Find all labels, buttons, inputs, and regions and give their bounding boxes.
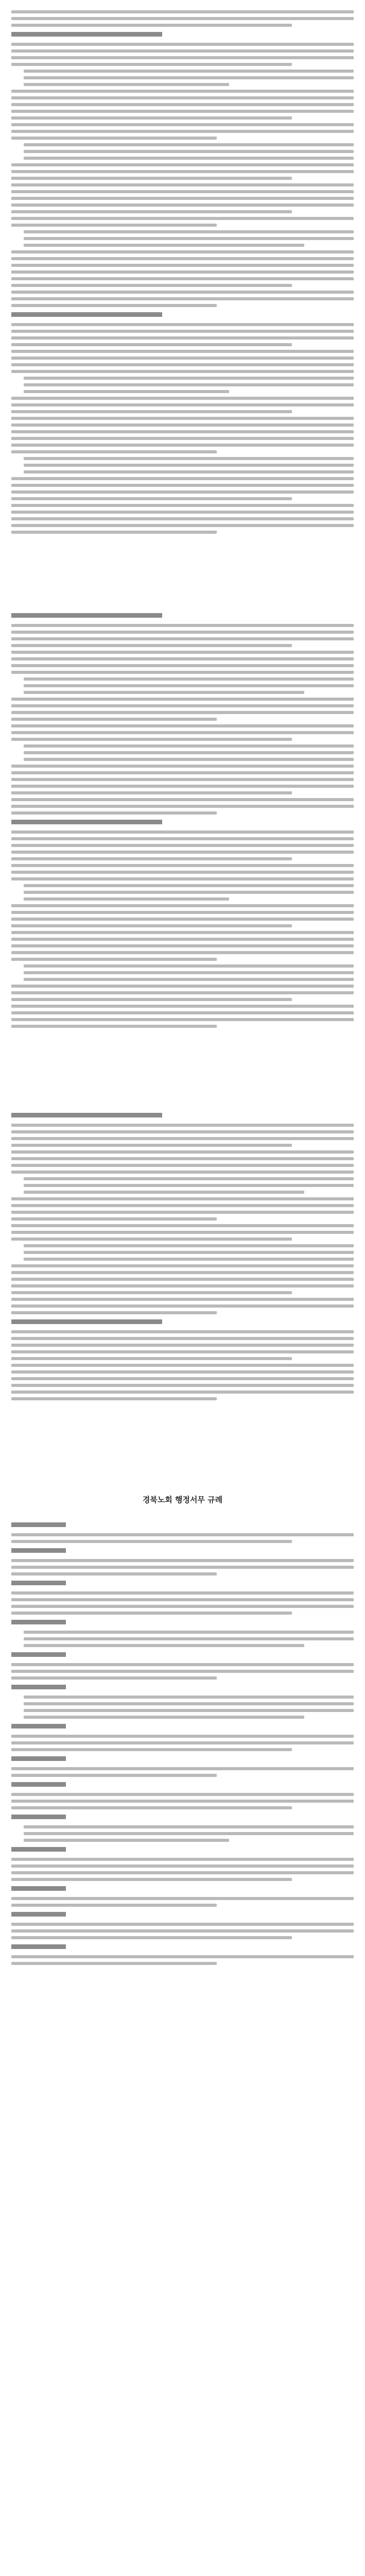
document-title: 경북노회 행정서무 규례 xyxy=(142,1495,223,1504)
middle-regulation-text xyxy=(11,608,354,1031)
upper-regulation-text xyxy=(11,10,354,537)
lower-regulation-text xyxy=(11,1108,354,1404)
articles-section xyxy=(11,1517,354,1969)
